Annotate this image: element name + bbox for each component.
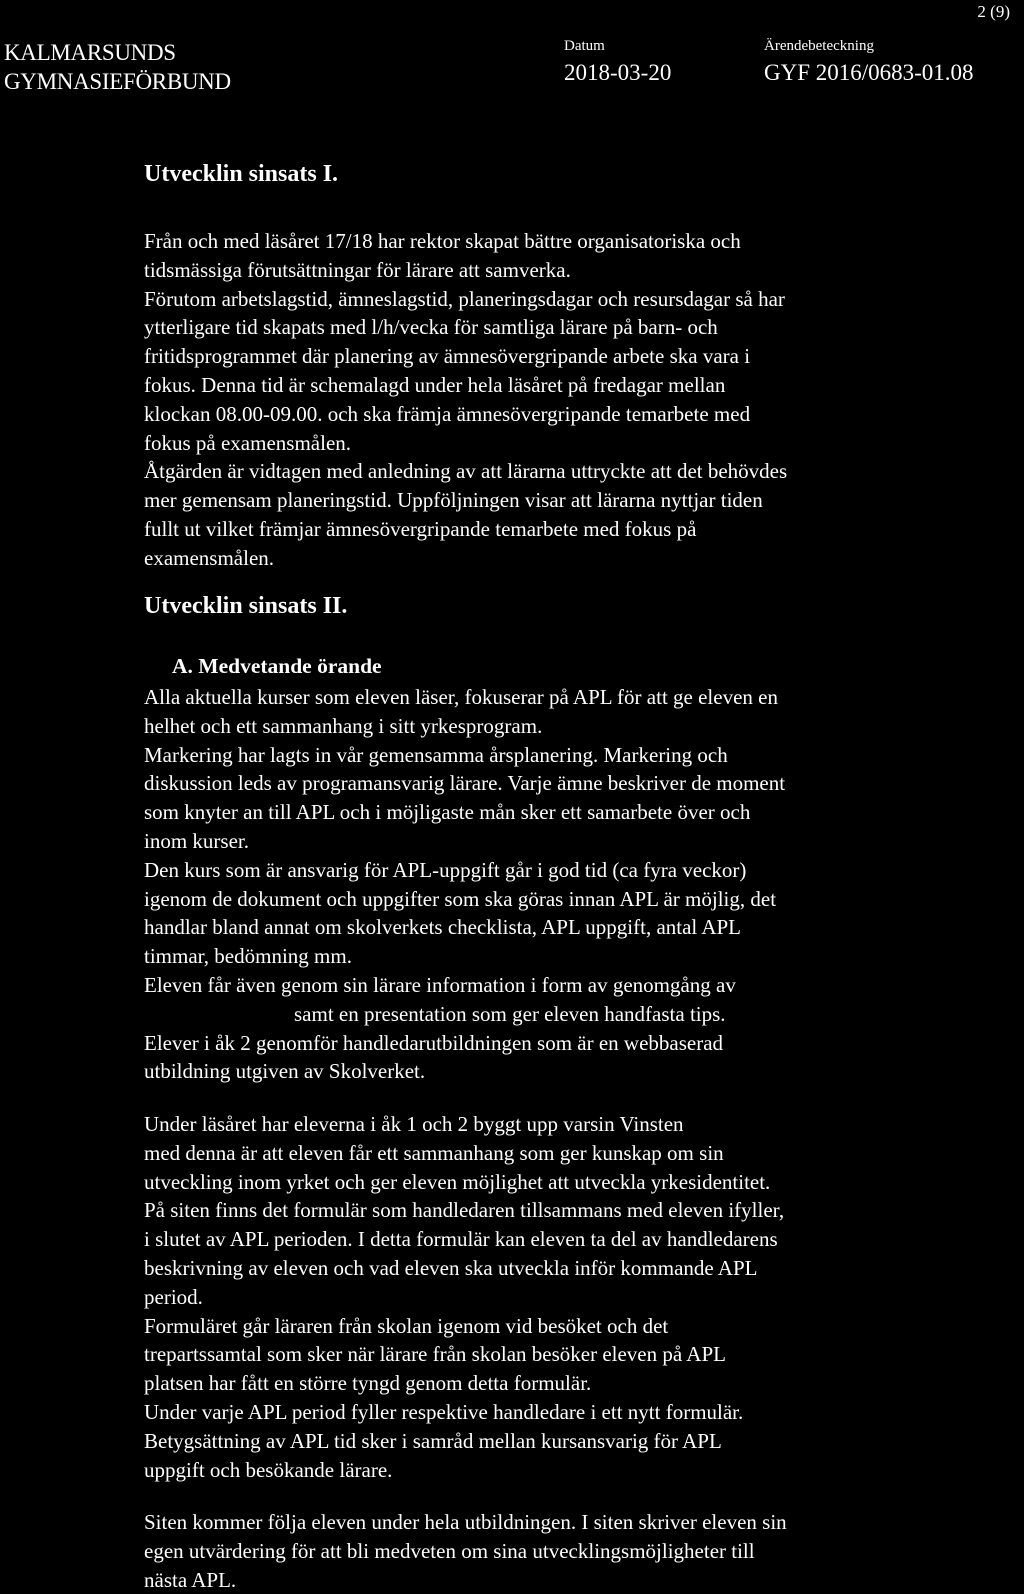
text-line: På siten finns det formulär som handledaren tillsammans med eleven ifyller, (144, 1198, 785, 1223)
text-line: Siten kommer följa eleven under hela utbildningen. I siten skriver eleven sin (144, 1510, 787, 1534)
text-line: diskussion leds av programansvarig lärare. Varje ämne beskriver de moment (144, 771, 786, 796)
section-2a-subheading: A. Medvetande örande (172, 654, 382, 678)
text-line: Betygsättning av APL tid sker i samråd mellan kursansvarig för APL (144, 1428, 722, 1453)
text-line: beskrivning av eleven och vad eleven ska utveckla inför kommande APL (144, 1255, 758, 1280)
section-1-body (144, 227, 964, 573)
case-number-label: Ärendebeteckning (764, 38, 874, 54)
text-line: fokus på examensmålen. (144, 430, 352, 455)
text-line: trepartssamtal som sker när lärare från skolan besöker eleven på APL (144, 1342, 726, 1367)
text-line: tidsmässiga förutsättningar för lärare att samverka. (144, 257, 571, 282)
text-line: handlar bland annat om skolverkets checklista, APL uppgift, antal APL (144, 915, 742, 940)
text-line: Den kurs som är ansvarig för APL-uppgift går i god tid (ca fyra veckor) (144, 857, 747, 882)
text-line: fokus. Denna tid är schemalagd under hela läsåret på fredagar mellan (144, 372, 726, 397)
text-line: period. (144, 1284, 203, 1309)
text-line: klockan 08.00-09.00. och ska främja ämnesövergripande temarbete med (144, 401, 751, 426)
text-line: Markering har lagts in vår gemensamma årsplanering. Markering och (144, 742, 728, 767)
org-line-1: KALMARSUNDS (4, 40, 176, 65)
text-line: examensmålen. (144, 545, 275, 570)
text-line: fullt ut vilket främjar ämnesövergripande temarbete med fokus på (144, 516, 697, 541)
text-line: Åtgärden är vidtagen med anledning av att lärarna uttryckte att det behövdes (144, 459, 788, 484)
text-line: Från och med läsåret 17/18 har rektor skapat bättre organisatoriska och (144, 229, 741, 253)
text-line: helhet och ett sammanhang i sitt yrkesprogram. (144, 713, 543, 738)
date-value: 2018-03-20 (564, 60, 672, 85)
text-line: Eleven får även genom sin lärare information i form av genomgång av (144, 972, 736, 997)
text-line: Förutom arbetslagstid, ämneslagstid, planeringsdagar och resursdagar så har (144, 286, 785, 311)
text-line: Under varje APL period fyller respektive handledare i ett nytt formulär. (144, 1399, 744, 1424)
text-line: nästa APL. (144, 1567, 237, 1592)
page-number: 2 (9) (977, 2, 1010, 21)
text-line: med denna är att eleven får ett sammanhang som ger kunskap om sin (144, 1140, 724, 1165)
text-line: utbildning utgiven av Skolverket. (144, 1059, 426, 1084)
text-line: samt en presentation som ger eleven handfasta tips. (294, 1001, 726, 1026)
org-line-2: GYMNASIEFÖRBUND (4, 69, 231, 94)
text-line: igenom de dokument och uppgifter som ska göras innan APL är möjlig, det (144, 886, 777, 911)
text-line: i slutet av APL perioden. I detta formulär kan eleven ta del av handledarens (144, 1227, 778, 1252)
text-line: inom kurser. (144, 828, 249, 853)
organization-name (4, 38, 231, 96)
date-label: Datum (564, 38, 605, 54)
section-1-heading: Utvecklin sinsats I. (144, 161, 339, 187)
text-line: fritidsprogrammet där planering av ämnesövergripande arbete ska vara i (144, 344, 751, 369)
text-line: Alla aktuella kurser som eleven läser, fokuserar på APL för att ge eleven en (144, 685, 778, 709)
text-line: platsen har fått en större tyngd genom detta formulär. (144, 1371, 592, 1396)
text-line: mer gemensam planeringstid. Uppföljningen visar att lärarna nyttjar tiden (144, 488, 763, 513)
text-line: ytterligare tid skapats med l/h/vecka för samtliga lärare på barn- och (144, 315, 718, 340)
text-line: egen utvärdering för att bli medveten om sina utvecklingsmöjligheter till (144, 1538, 755, 1563)
text-line: som knyter an till APL och i möjligaste mån sker ett samarbete över och (144, 800, 751, 825)
text-line: uppgift och besökande lärare. (144, 1457, 393, 1482)
text-line: Under läsåret har eleverna i åk 1 och 2 byggt upp varsin Vinsten (144, 1112, 684, 1136)
text-line: timmar, bedömning mm. (144, 944, 352, 969)
section-2-body-site (144, 1110, 964, 1484)
text-line: Formuläret går läraren från skolan igenom vid besöket och det (144, 1313, 669, 1338)
text-line: utveckling inom yrket och ger eleven möjlighet att utveckla yrkesidentitet. (144, 1169, 771, 1194)
section-2a-body (144, 683, 964, 1086)
case-number-value: GYF 2016/0683-01.08 (764, 60, 974, 85)
text-line: Elever i åk 2 genomför handledarutbildningen som är en webbaserad (144, 1030, 724, 1055)
section-2-body-closing (144, 1508, 964, 1594)
section-2-heading: Utvecklin sinsats II. (144, 593, 348, 619)
